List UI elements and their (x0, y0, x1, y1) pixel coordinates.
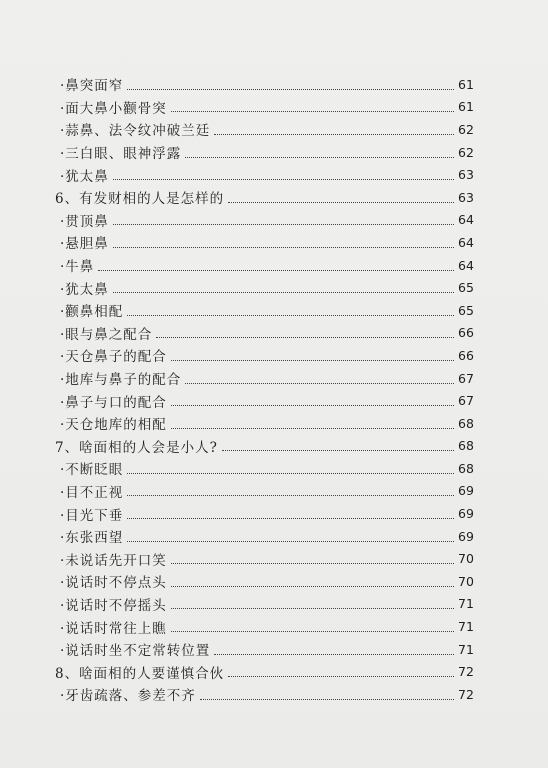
dot-leader (127, 495, 454, 496)
entry-page-number: 69 (458, 528, 474, 544)
dot-leader (156, 337, 454, 338)
toc-subentry (0, 231, 548, 254)
toc-subentry (0, 615, 548, 638)
entry-page-number: 71 (458, 619, 474, 635)
entry-page-number: 70 (458, 551, 474, 567)
entry-title: ·颧鼻相配 (60, 304, 124, 321)
toc-subentry (0, 570, 548, 593)
entry-title: ·说话时坐不定常转位置 (60, 643, 211, 660)
toc-section-entry (0, 186, 548, 209)
entry-page-number: 64 (458, 234, 474, 250)
toc-section-entry (0, 435, 548, 458)
toc-subentry (0, 163, 548, 186)
entry-title: ·说话时常往上瞧 (60, 620, 167, 637)
entry-title: ·鼻突面窄 (60, 78, 124, 95)
entry-title: ·牛鼻 (60, 259, 95, 276)
entry-title: ·贯顶鼻 (60, 213, 109, 230)
toc-subentry (0, 502, 548, 525)
entry-title: ·地库与鼻子的配合 (60, 372, 182, 389)
dot-leader (127, 518, 454, 519)
entry-title: ·东张西望 (60, 530, 124, 547)
entry-title: ·天仓鼻子的配合 (60, 349, 167, 366)
entry-page-number: 62 (458, 144, 474, 160)
entry-page-number: 69 (458, 483, 474, 499)
dot-leader (171, 563, 454, 564)
dot-leader (222, 450, 454, 451)
toc-subentry (0, 96, 548, 119)
dot-leader (171, 428, 454, 429)
dot-leader (171, 111, 454, 112)
entry-page-number: 68 (458, 460, 474, 476)
dot-leader (113, 247, 454, 248)
entry-page-number: 62 (458, 121, 474, 137)
entry-page-number: 67 (458, 370, 474, 386)
toc-subentry (0, 322, 548, 345)
entry-page-number: 68 (458, 415, 474, 431)
entry-page-number: 66 (458, 347, 474, 363)
entry-title: ·犹太鼻 (60, 281, 109, 298)
entry-page-number: 71 (458, 641, 474, 657)
entry-page-number: 66 (458, 325, 474, 341)
table-of-contents (0, 73, 548, 706)
dot-leader (185, 383, 454, 384)
dot-leader (127, 473, 454, 474)
dot-leader (127, 315, 454, 316)
entry-title: ·眼与鼻之配合 (60, 326, 153, 343)
toc-section-entry (0, 660, 548, 683)
dot-leader (185, 157, 454, 158)
entry-page-number: 61 (458, 99, 474, 115)
entry-page-number: 69 (458, 506, 474, 522)
entry-page-number: 72 (458, 686, 474, 702)
entry-page-number: 64 (458, 212, 474, 228)
entry-title: ·天仓地库的相配 (60, 417, 167, 434)
toc-subentry (0, 141, 548, 164)
entry-title: ·目不正视 (60, 484, 124, 501)
toc-subentry (0, 344, 548, 367)
entry-title: ·牙齿疏落、参差不齐 (60, 688, 196, 705)
dot-leader (113, 179, 454, 180)
dot-leader (127, 89, 454, 90)
entry-title: ·犹太鼻 (60, 168, 109, 185)
toc-subentry (0, 547, 548, 570)
dot-leader (171, 608, 454, 609)
toc-subentry (0, 254, 548, 277)
toc-subentry (0, 683, 548, 706)
toc-subentry (0, 638, 548, 661)
dot-leader (113, 224, 454, 225)
toc-subentry (0, 525, 548, 548)
dot-leader (200, 699, 454, 700)
entry-page-number: 71 (458, 596, 474, 612)
entry-title: ·面大鼻小颧骨突 (60, 100, 167, 117)
entry-title: ·三白眼、眼神浮露 (60, 146, 182, 163)
toc-subentry (0, 209, 548, 232)
dot-leader (171, 631, 454, 632)
entry-page-number: 65 (458, 280, 474, 296)
dot-leader (214, 134, 454, 135)
entry-page-number: 72 (458, 664, 474, 680)
entry-title: 7、啥面相的人会是小人? (55, 439, 218, 456)
entry-title: 6、有发财相的人是怎样的 (55, 191, 225, 208)
toc-subentry (0, 389, 548, 412)
dot-leader (214, 654, 454, 655)
entry-page-number: 63 (458, 189, 474, 205)
entry-title: ·蒜鼻、法令纹冲破兰廷 (60, 123, 211, 140)
entry-page-number: 64 (458, 257, 474, 273)
entry-page-number: 65 (458, 302, 474, 318)
entry-page-number: 67 (458, 393, 474, 409)
dot-leader (98, 270, 454, 271)
entry-title: ·鼻子与口的配合 (60, 394, 167, 411)
dot-leader (113, 292, 454, 293)
dot-leader (228, 202, 454, 203)
entry-title: ·悬胆鼻 (60, 236, 109, 253)
entry-page-number: 70 (458, 573, 474, 589)
dot-leader (171, 405, 454, 406)
entry-title: ·说话时不停点头 (60, 575, 167, 592)
toc-subentry (0, 367, 548, 390)
toc-subentry (0, 457, 548, 480)
entry-page-number: 63 (458, 167, 474, 183)
entry-page-number: 68 (458, 438, 474, 454)
dot-leader (127, 541, 454, 542)
entry-title: ·未说话先开口笑 (60, 552, 167, 569)
toc-subentry (0, 593, 548, 616)
toc-subentry (0, 118, 548, 141)
dot-leader (228, 676, 454, 677)
toc-subentry (0, 299, 548, 322)
dot-leader (171, 586, 454, 587)
entry-title: ·不断眨眼 (60, 462, 124, 479)
entry-title: ·说话时不停摇头 (60, 597, 167, 614)
entry-title: 8、啥面相的人要谨慎合伙 (55, 665, 225, 682)
entry-title: ·目光下垂 (60, 507, 124, 524)
dot-leader (171, 360, 454, 361)
entry-page-number: 61 (458, 76, 474, 92)
toc-subentry (0, 412, 548, 435)
toc-subentry (0, 276, 548, 299)
toc-subentry (0, 73, 548, 96)
toc-subentry (0, 480, 548, 503)
